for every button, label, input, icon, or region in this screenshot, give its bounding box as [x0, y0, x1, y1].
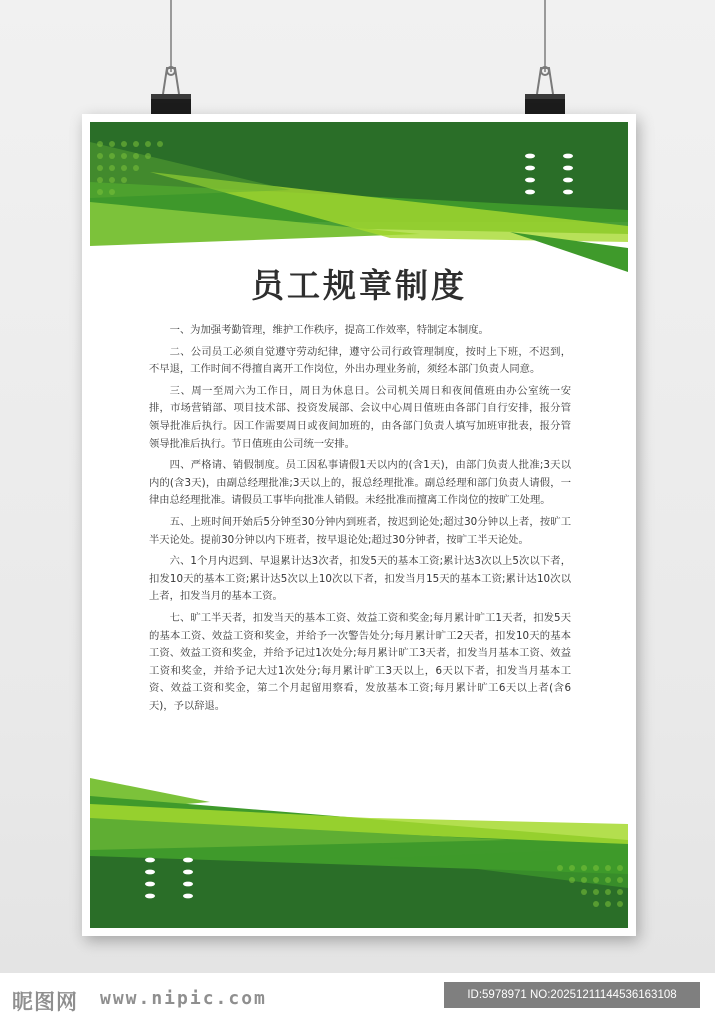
regulation-paragraph: 七、旷工半天者，扣发当天的基本工资、效益工资和奖金;每月累计旷工1天者，扣发5天的基本工资、效益工资和奖金，并给予一次警告处分;每月累计旷工2天者，扣发10天的基本工资、效益工资和奖金，并给予记过1次处分;每月累计旷工3天者，扣发当月基本工资、效益工资和奖金，并给予记大过1次处分;每月累计旷工3天以上，6天以下者，扣发当月基本工资、效益工资和奖金，第二个月起留用察看，发放基本工资;每月累计旷工6天以上者(含6天)，予以辞退。: [149, 611, 571, 712]
poster-title: 员工规章制度: [251, 266, 467, 305]
top-green-banner: [90, 122, 628, 274]
hanging-wire-right: [544, 0, 546, 72]
bottom-green-banner: [90, 778, 628, 928]
watermark-id-badge: ID:5978971 NO:20251211144536163108: [444, 982, 700, 1008]
regulations-body: [149, 322, 571, 719]
regulation-paragraph: 五、上班时间开始后5分钟至30分钟内到班者，按迟到论处;超过30分钟以上者，按旷工半天论处。提前30分钟以内下班者，按早退论处;超过30分钟者，按旷工半天论处。: [149, 515, 571, 546]
watermark-logo: 昵图网: [12, 990, 78, 1014]
regulation-paragraph: 六、1个月内迟到、早退累计达3次者，扣发5天的基本工资;累计达3次以上5次以下者，扣发10天的基本工资;累计达5次以上10次以下者，扣发当月15天的基本工资;累计达10次以上者，扣发当月的基本工资。: [149, 555, 571, 603]
watermark-url: www.nipic.com: [100, 988, 267, 1009]
regulation-paragraph: 一、为加强考勤管理，维护工作秩序，提高工作效率，特制定本制度。: [169, 324, 489, 336]
poster: [82, 114, 636, 936]
regulation-paragraph: 二、公司员工必须自觉遵守劳动纪律，遵守公司行政管理制度，按时上下班，不迟到，不早退，工作时间不得擅自离开工作岗位，外出办理业务前，须经本部门负责人同意。: [149, 345, 571, 376]
hanging-wire-left: [170, 0, 172, 72]
regulation-paragraph: 三、周一至周六为工作日，周日为休息日。公司机关周日和夜间值班由办公室统一安排，市场营销部、项目技术部、投资发展部、会议中心周日值班由各部门自行安排，报分管领导批准后执行。因工作需要周日或夜间加班的，由各部门负责人填写加班审批表，报分管领导批准后执行。节日值班由公司统一安排。: [149, 384, 571, 450]
regulation-paragraph: 四、严格请、销假制度。员工因私事请假1天以内的(含1天)，由部门负责人批准;3天以内的(含3天)，由副总经理批准;3天以上的，报总经理批准。副总经理和部门负责人请假，一律由总经理批准。请假员工事毕向批准人销假。未经批准而擅离工作岗位的按旷工处理。: [149, 459, 571, 507]
